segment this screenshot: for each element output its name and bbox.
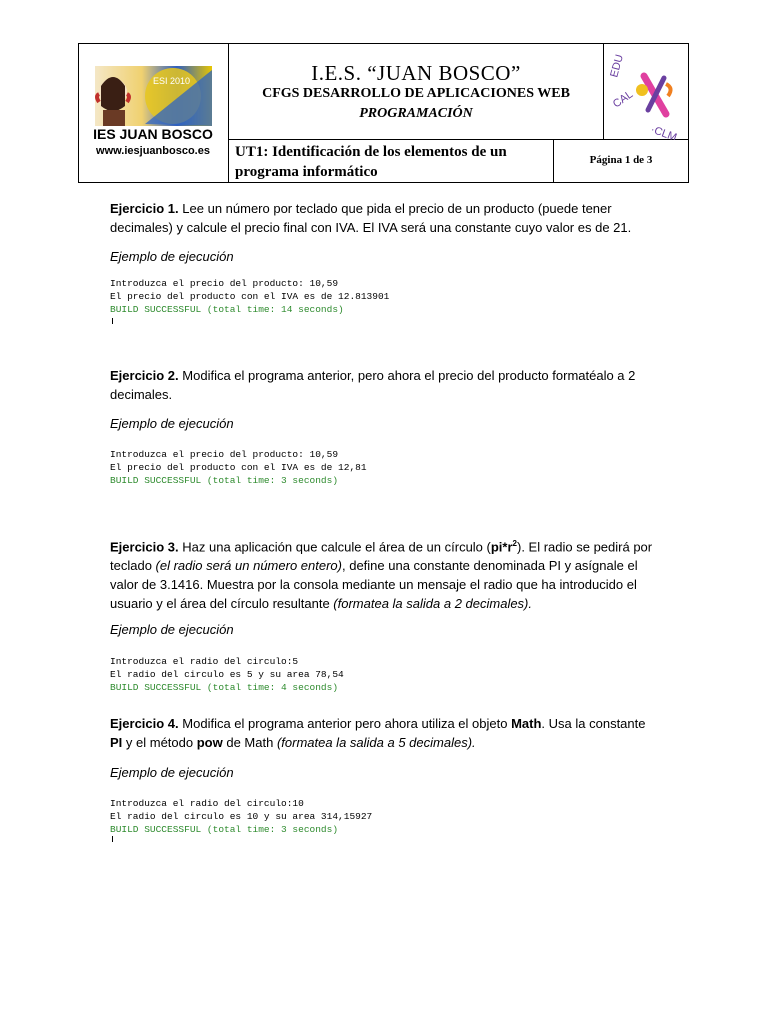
- svg-text:CAL: CAL: [610, 88, 636, 111]
- school-website: www.iesjuanbosco.es: [96, 145, 210, 157]
- exercise-3-example-label: Ejemplo de ejecución: [110, 622, 234, 637]
- formula-text: pi*r: [490, 539, 513, 555]
- page-number-cell: [554, 140, 688, 182]
- console-line: Introduzca el precio del producto: 10,59: [110, 278, 339, 289]
- keyword-pow: pow: [196, 735, 223, 750]
- educal-logo-cell: [604, 44, 688, 140]
- exercise-1-statement: [110, 199, 655, 237]
- console-line: BUILD SUCCESSFUL (total time: 4 seconds): [110, 682, 339, 693]
- educal-logo-icon: [604, 44, 688, 140]
- document-header: [78, 43, 689, 183]
- exercise-2-text: Modifica el programa anterior, pero ahora el precio del producto formatéalo a 2 decimales.: [110, 368, 636, 402]
- school-logo-cell: [79, 44, 229, 182]
- exercise-3-text: , define una constante denominada PI y asígnale el valor de 3.1416. Muestra por la consola mediante un mensaje el radio que ha introducido el usuario y el área del círculo resultante: [110, 558, 638, 612]
- exercise-4-text: y el método: [122, 735, 197, 750]
- exercise-3-note: (formatea la salida a 2 decimales).: [333, 596, 532, 612]
- exercise-4-label: Ejercicio 4.: [110, 716, 179, 731]
- school-logo-image: [95, 66, 212, 126]
- exercise-1-text: Lee un número por teclado que pida el precio de un producto (puede tener decimales) y calcule el precio final con IVA. El IVA será una constante cuyo valor es de 21.: [110, 201, 632, 235]
- exercise-4-text: de Math: [222, 735, 277, 750]
- console-line: El radio del circulo es 10 y su area 314,15927: [110, 811, 373, 822]
- exercise-3-text: Haz una aplicación que calcule el área de un círculo (: [182, 539, 491, 555]
- console-line: El precio del producto con el IVA es de 12.813901: [110, 291, 390, 302]
- exercise-4-console: [110, 797, 372, 836]
- subject-name: PROGRAMACIÓN: [359, 106, 473, 121]
- console-line: Introduzca el precio del producto: 10,59: [110, 449, 339, 460]
- exercise-1-label: Ejercicio 1.: [110, 201, 179, 216]
- exercise-3-text: ). El radio se pedirá por teclado: [110, 539, 653, 574]
- svg-text:ESI 2010: ESI 2010: [153, 76, 191, 86]
- console-line: BUILD SUCCESSFUL (total time: 14 seconds): [110, 304, 344, 315]
- page-number: Página 1 de 3: [589, 154, 653, 166]
- unit-cell: [229, 140, 554, 182]
- school-logo-name: IES JUAN BOSCO: [93, 126, 213, 142]
- formula-exponent: 2: [512, 539, 517, 548]
- exercise-4-example-label: Ejemplo de ejecución: [110, 765, 234, 780]
- exercise-4-text: . Usa la constante: [541, 716, 646, 731]
- console-line: Introduzca el radio del circulo:5: [110, 656, 299, 667]
- unit-title: UT1: Identificación de los elementos de un programa informático: [235, 144, 507, 180]
- exercise-2-console: [110, 448, 367, 487]
- exercise-3-statement: [110, 534, 655, 613]
- svg-text:·CLM: ·CLM: [648, 123, 679, 140]
- console-cursor: [112, 318, 113, 324]
- course-name: CFGS DESARROLLO DE APLICACIONES WEB: [262, 86, 570, 101]
- console-line: El precio del producto con el IVA es de 12,81: [110, 462, 367, 473]
- exercise-1-console: [110, 277, 389, 316]
- exercise-4-note: (formatea la salida a 5 decimales).: [276, 735, 476, 750]
- exercise-2-statement: [110, 366, 655, 404]
- keyword-pi: PI: [110, 735, 123, 750]
- exercise-3-console: [110, 655, 344, 694]
- title-cell: [229, 44, 604, 140]
- keyword-math: Math: [511, 716, 542, 731]
- exercise-3-label: Ejercicio 3.: [110, 539, 179, 555]
- console-line: BUILD SUCCESSFUL (total time: 3 seconds): [110, 475, 339, 486]
- exercise-4-text: Modifica el programa anterior pero ahora utiliza el objeto: [182, 716, 512, 731]
- console-cursor: [112, 836, 113, 842]
- school-name: I.E.S. “JUAN BOSCO”: [311, 61, 521, 85]
- console-line: El radio del circulo es 5 y su area 78,54: [110, 669, 344, 680]
- exercise-4-statement: [110, 714, 655, 752]
- console-line: Introduzca el radio del circulo:10: [110, 798, 304, 809]
- exercise-1-example-label: Ejemplo de ejecución: [110, 249, 234, 264]
- exercise-2-label: Ejercicio 2.: [110, 368, 179, 383]
- exercise-2-example-label: Ejemplo de ejecución: [110, 416, 234, 431]
- console-line: BUILD SUCCESSFUL (total time: 3 seconds): [110, 824, 339, 835]
- svg-text:EDU: EDU: [608, 53, 626, 79]
- exercise-3-note: (el radio será un número entero): [155, 558, 342, 574]
